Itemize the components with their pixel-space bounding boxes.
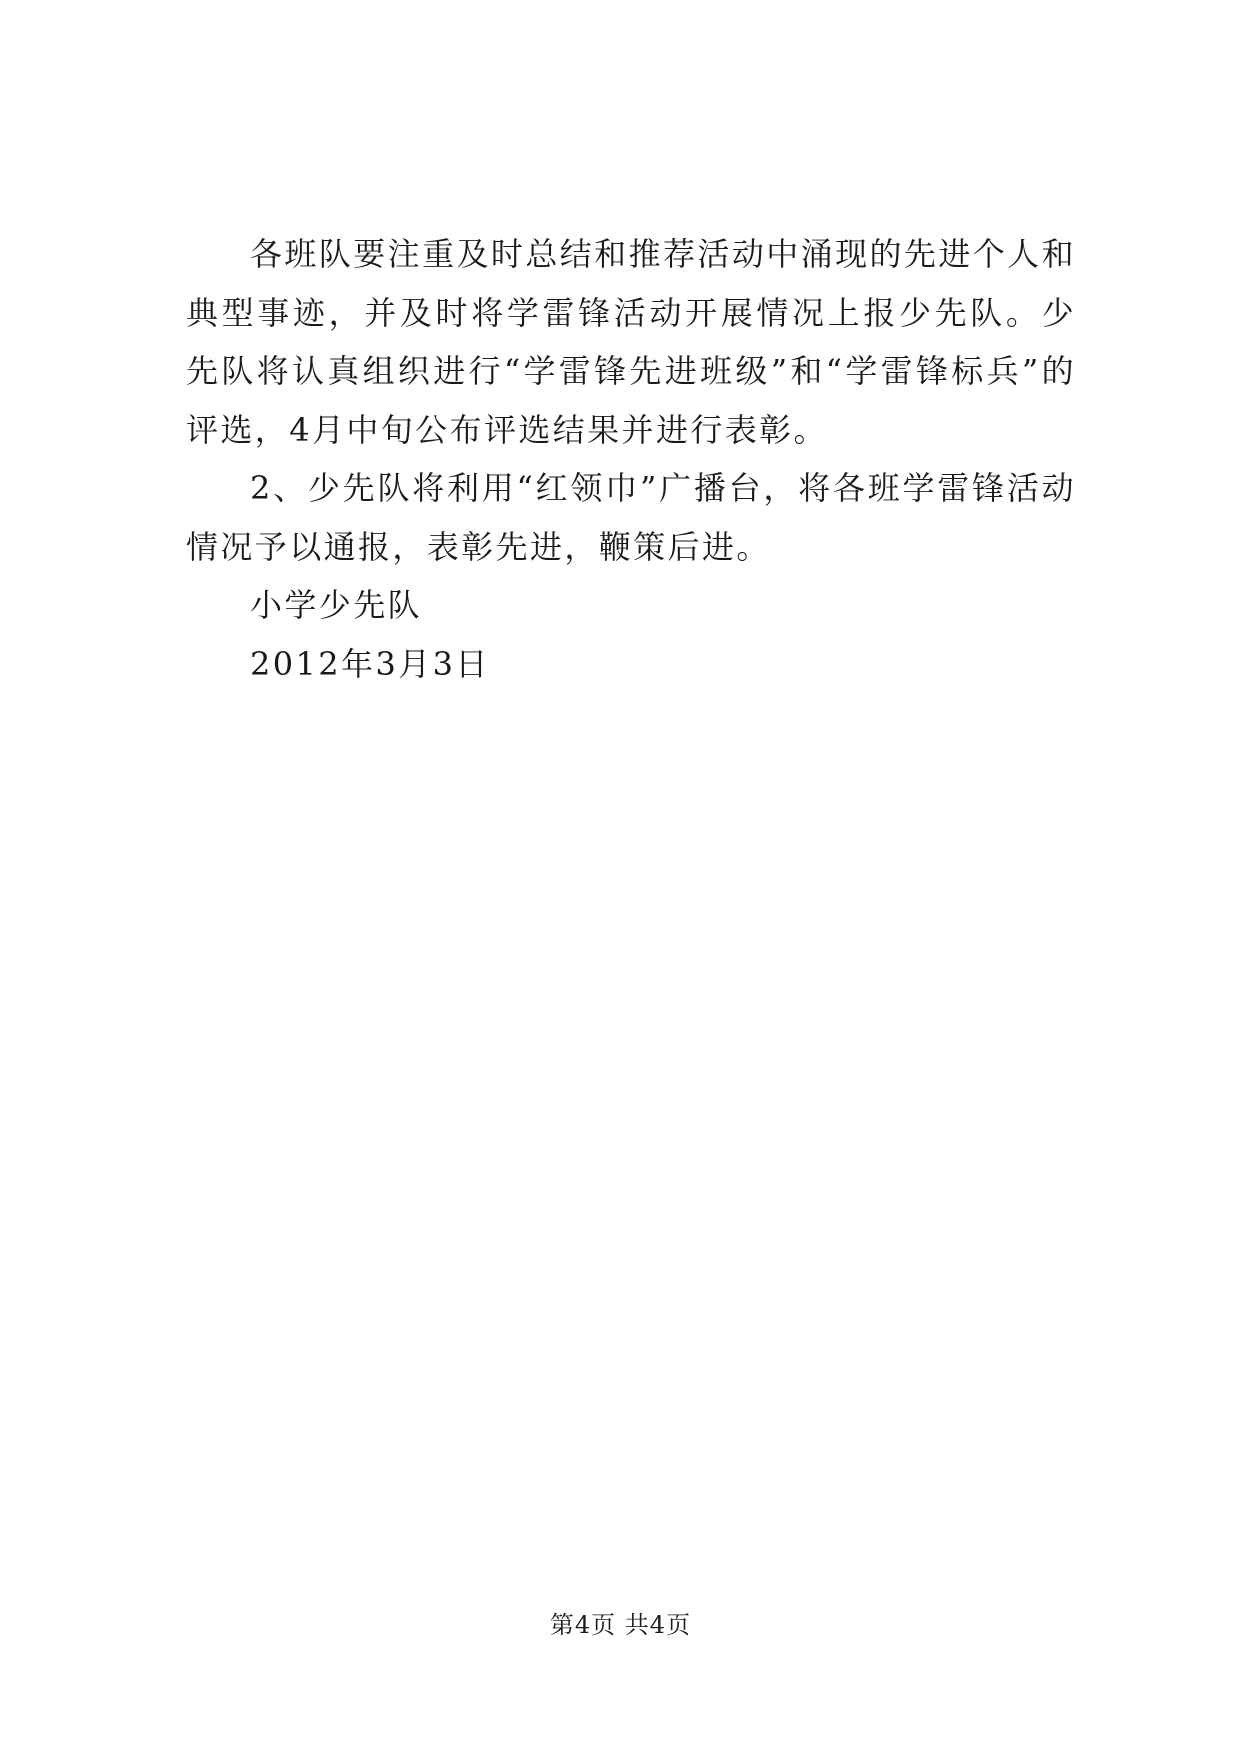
date-line: 2012年3月3日 xyxy=(250,644,490,683)
document-body xyxy=(186,225,1076,693)
paragraph-2: 2、少先队将利用“红领巾”广播台，将各班学雷锋活动情况予以通报，表彰先进，鞭策后进。 xyxy=(186,469,1076,566)
signature: 小学少先队 xyxy=(250,586,423,624)
paragraph-1: 各班队要注重及时总结和推荐活动中涌现的先进个人和典型事迹，并及时将学雷锋活动开展情况上报少先队。少先队将认真组织进行“学雷锋先进班级”和“学雷锋标兵”的评选，4月中旬公布评选结果并进行表彰。 xyxy=(186,235,1076,449)
page-footer: 第4页 共4页 xyxy=(549,1611,692,1639)
